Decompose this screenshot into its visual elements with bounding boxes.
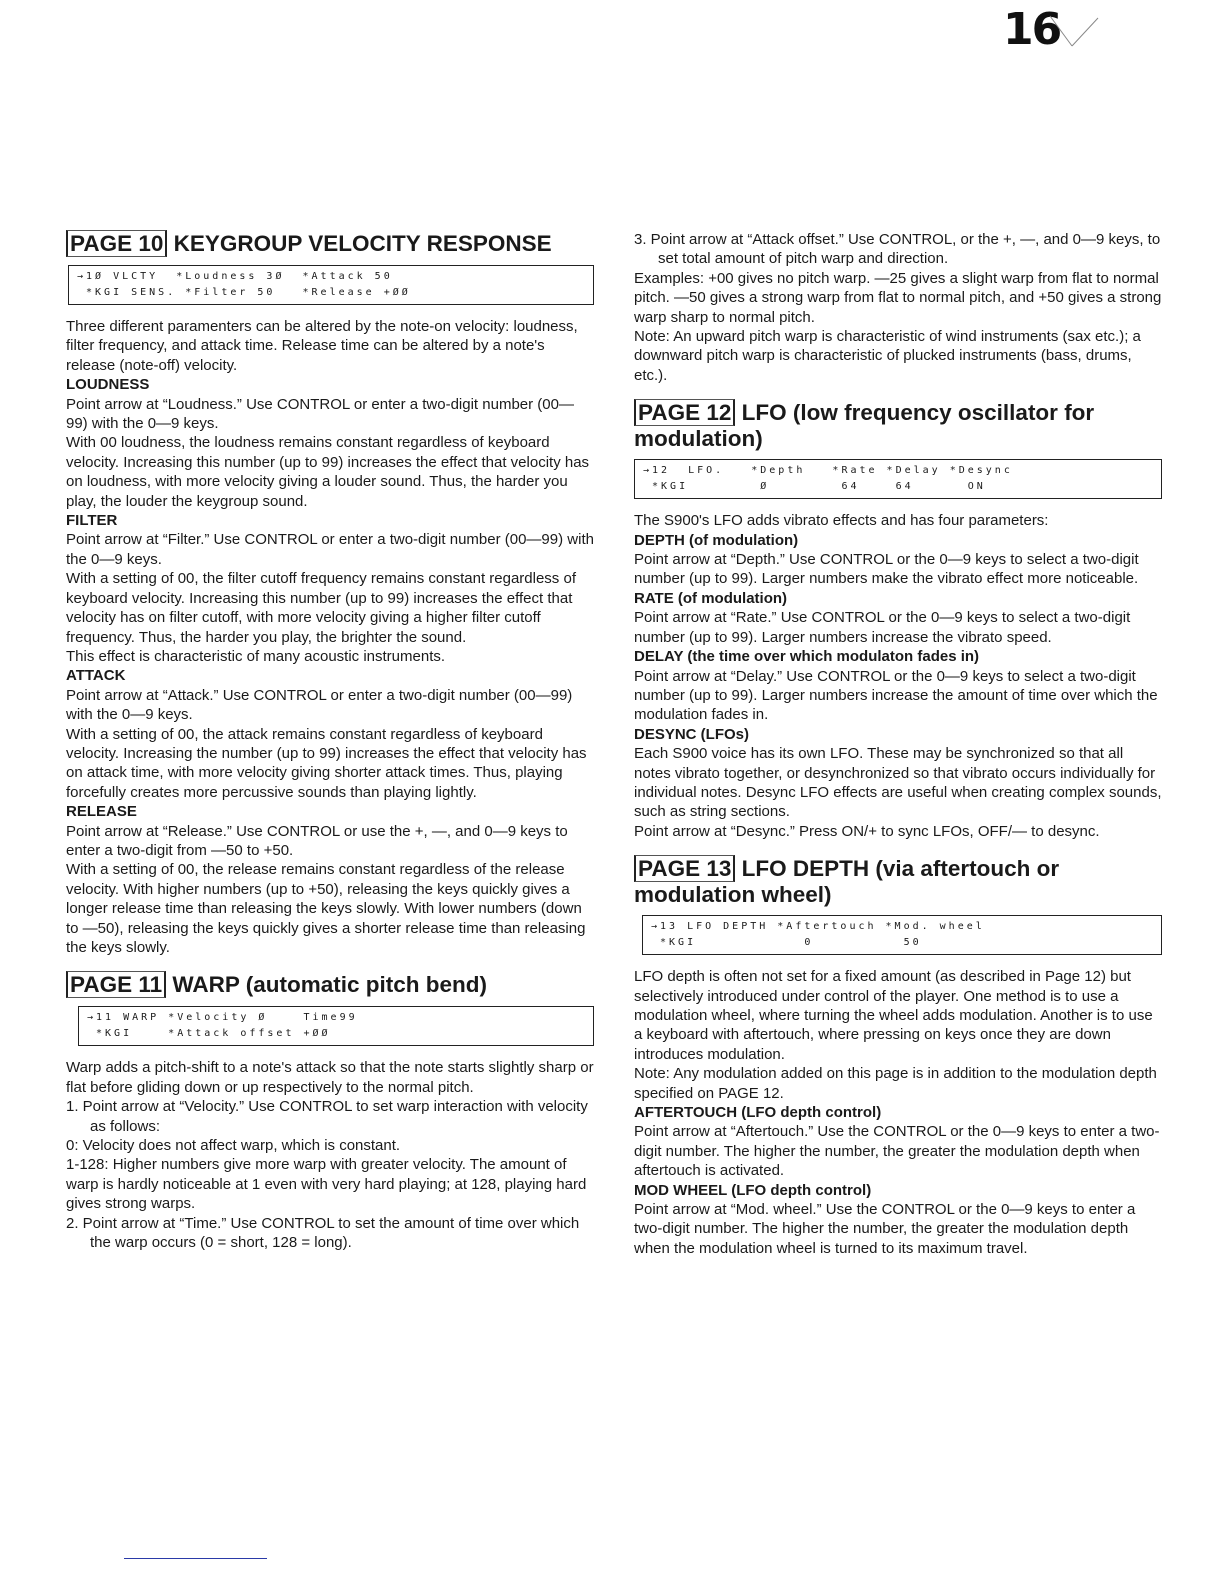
attack-heading: ATTACK — [66, 667, 126, 685]
page12-tag: PAGE 12 — [634, 399, 735, 426]
rate-text: Point arrow at “Rate.” Use CONTROL or the 0—9 keys to select a two-digit number (up to 99). Larger numbers increase the vibrato speed. — [634, 609, 1131, 646]
lcd-line: *KGI SENS. *Filter 50 *Release +ØØ — [77, 287, 411, 298]
page12-title: LFO (low frequency oscillator for modulation) — [634, 400, 1095, 452]
filter-heading: FILTER — [66, 512, 118, 530]
loudness-heading: LOUDNESS — [66, 376, 150, 394]
attack-text: With a setting of 00, the attack remains constant regardless of keyboard velocity. Increasing the number (up to 99) increases the effect that velocity has on attack time, with more velocity giving shorter attack times. Thus, playing forcefully creates more percussive sounds than playing lightly. — [66, 725, 587, 801]
lcd-line: →11 WARP *Velocity Ø Time99 — [87, 1012, 358, 1024]
page11-title: WARP (automatic pitch bend) — [172, 972, 487, 998]
desync-text: Point arrow at “Desync.” Press ON/+ to sync LFOs, OFF/— to desync. — [634, 822, 1100, 840]
page13-lcd-display — [642, 915, 1162, 955]
filter-text: With a setting of 00, the filter cutoff frequency remains constant regardless of keyboard velocity. Increasing this number (up to 99) increases the effect that velocity has on filter cutoff, with more velocity giving a higher filter cutoff frequency. Thus, the harder you play, the brighter the sound. — [66, 570, 576, 646]
left-column — [66, 230, 594, 1252]
modwheel-heading: MOD WHEEL (LFO depth control) — [634, 1181, 872, 1199]
lcd-line: →1Ø VLCTY *Loudness 3Ø *Attack 50 — [77, 271, 393, 282]
right-column — [634, 230, 1162, 1258]
release-heading: RELEASE — [66, 803, 137, 821]
page11-examples: Examples: +00 gives no pitch warp. —25 gives a slight warp from flat to normal pitch. —50 gives a strong warp from flat to normal pitch, and +50 gives a strong warp sharp to normal pitch. — [634, 269, 1162, 326]
page10-intro: Three different paramenters can be altered by the note-on velocity: loudness, filter frequency, and attack time. Release time can be altered by a note's release (note-off) velocity. — [66, 318, 578, 374]
page10-tag: PAGE 10 — [66, 230, 167, 257]
depth-text: Point arrow at “Depth.” Use CONTROL or the 0—9 keys to select a two-digit number (up to 99). Larger numbers make the vibrato effect more noticeable. — [634, 551, 1139, 588]
filter-text: Point arrow at “Filter.” Use CONTROL or enter a two-digit number (00—99) with the 0—9 keys. — [66, 531, 594, 568]
lcd-line: →12 LFO. *Depth *Rate *Delay *Desync — [643, 465, 1013, 477]
release-text: With a setting of 00, the release remains constant regardless of the release velocity. With higher numbers (up to +50), releasing the keys quickly gives a longer release time than releasing the keys slowly. With lower numbers (down to —50), releasing the keys quickly gives a shorter release time than releasing the keys slowly. — [66, 861, 586, 956]
corner-mark-icon — [1048, 12, 1100, 52]
page10-lcd-display — [68, 265, 594, 305]
page11-heading — [66, 971, 594, 998]
page12-lcd-display — [634, 459, 1162, 499]
page13-title: LFO DEPTH (via aftertouch or modulation wheel) — [634, 856, 1060, 908]
loudness-text: Point arrow at “Loudness.” Use CONTROL or enter a two-digit number (00—99) with the 0—9 keys. — [66, 395, 574, 433]
aftertouch-text: Point arrow at “Aftertouch.” Use the CONTROL or the 0—9 keys to enter a two-digit number. The higher the number, the greater the modulation depth when aftertouch is activated. — [634, 1123, 1160, 1180]
rate-heading: RATE (of modulation) — [634, 589, 788, 607]
aftertouch-heading: AFTERTOUCH (LFO depth control) — [634, 1104, 882, 1121]
page13-note: Note: Any modulation added on this page is in addition to the modulation depth specified on PAGE 12. — [634, 1065, 1157, 1102]
page12-heading — [634, 399, 1162, 451]
modwheel-text: Point arrow at “Mod. wheel.” Use the CONTROL or the 0—9 keys to enter a two-digit number. The higher the number, the greater the modulation depth when the modulation wheel is turned to its maximum travel. — [634, 1201, 1136, 1257]
page11-tag: PAGE 11 — [66, 971, 166, 998]
delay-text: Point arrow at “Delay.” Use CONTROL or the 0—9 keys to select a two-digit number (up to 99). Larger numbers increase the amount of time over which the modulation fades in. — [634, 667, 1158, 724]
page11-note: Note: An upward pitch warp is characteristic of wind instruments (sax etc.); a downward pitch warp is characteristic of plucked instruments (bass, drums, etc.). — [634, 328, 1141, 384]
page11-step-3: 3. Point arrow at “Attack offset.” Use CONTROL, or the +, —, and 0—9 keys, to set total amount of pitch warp and direction. — [634, 231, 1161, 268]
page-number: 16 — [1003, 4, 1061, 55]
attack-text: Point arrow at “Attack.” Use CONTROL or enter a two-digit number (00—99) with the 0—9 keys. — [66, 686, 573, 724]
desync-heading: DESYNC (LFOs) — [634, 725, 750, 743]
bottom-rule — [124, 1558, 267, 1559]
lcd-line: *KGI Ø 64 64 ON — [643, 481, 986, 493]
page11-zero-setting: 0: Velocity does not affect warp, which is constant. — [66, 1137, 401, 1155]
page11-step-1: 1. Point arrow at “Velocity.” Use CONTROL to set warp interaction with velocity as follows: — [66, 1098, 588, 1135]
desync-text: Each S900 voice has its own LFO. These may be synchronized so that all notes vibrato together, or desynchronized so that vibrato occurs individually for individual notes. Desync LFO effects are useful when creating complex sounds, such as string sections. — [634, 745, 1162, 821]
filter-text: This effect is characteristic of many acoustic instruments. — [66, 647, 446, 665]
loudness-text: With 00 loudness, the loudness remains constant regardless of keyboard velocity. Increasing this number (up to 99) increases the effect that velocity has on loudness, with more velocity giving a louder sound. Thus, the harder you play, the louder the keygroup sound. — [66, 434, 590, 510]
page10-title: KEYGROUP VELOCITY RESPONSE — [173, 231, 552, 256]
page13-intro: LFO depth is often not set for a fixed amount (as described in Page 12) but selectively introduced under control of the player. One method is to use a modulation wheel, where turning the wheel adds modulation. Another is to use a keyboard with aftertouch, where pressing on keys once they are down introduces modulation. — [634, 968, 1153, 1063]
depth-heading: DEPTH (of modulation) — [634, 531, 799, 549]
page11-range-setting: 1-128: Higher numbers give more warp with greater velocity. The amount of warp is hardly noticeable at 1 even with very hard playing; at 128, playing hard gives strong warps. — [66, 1156, 587, 1213]
page10-heading — [66, 230, 594, 257]
page13-heading — [634, 855, 1162, 907]
lcd-line: →13 LFO DEPTH *Aftertouch *Mod. wheel — [651, 921, 985, 933]
page11-intro: Warp adds a pitch-shift to a note's attack so that the note starts slightly sharp or flat before gliding down or up respectively to the normal pitch. — [66, 1059, 594, 1096]
page11-lcd-display — [78, 1006, 594, 1046]
release-text: Point arrow at “Release.” Use CONTROL or use the +, —, and 0—9 keys to enter a two-digit from —50 to +50. — [66, 822, 568, 859]
lcd-line: *KGI *Attack offset +ØØ — [87, 1028, 331, 1040]
delay-heading: DELAY (the time over which modulaton fades in) — [634, 648, 980, 666]
lcd-line: *KGI 0 50 — [651, 937, 922, 949]
page12-intro: The S900's LFO adds vibrato effects and has four parameters: — [634, 512, 1049, 530]
page11-step-2: 2. Point arrow at “Time.” Use CONTROL to set the amount of time over which the warp occurs (0 = short, 128 = long). — [66, 1214, 580, 1252]
page13-tag: PAGE 13 — [634, 855, 735, 882]
